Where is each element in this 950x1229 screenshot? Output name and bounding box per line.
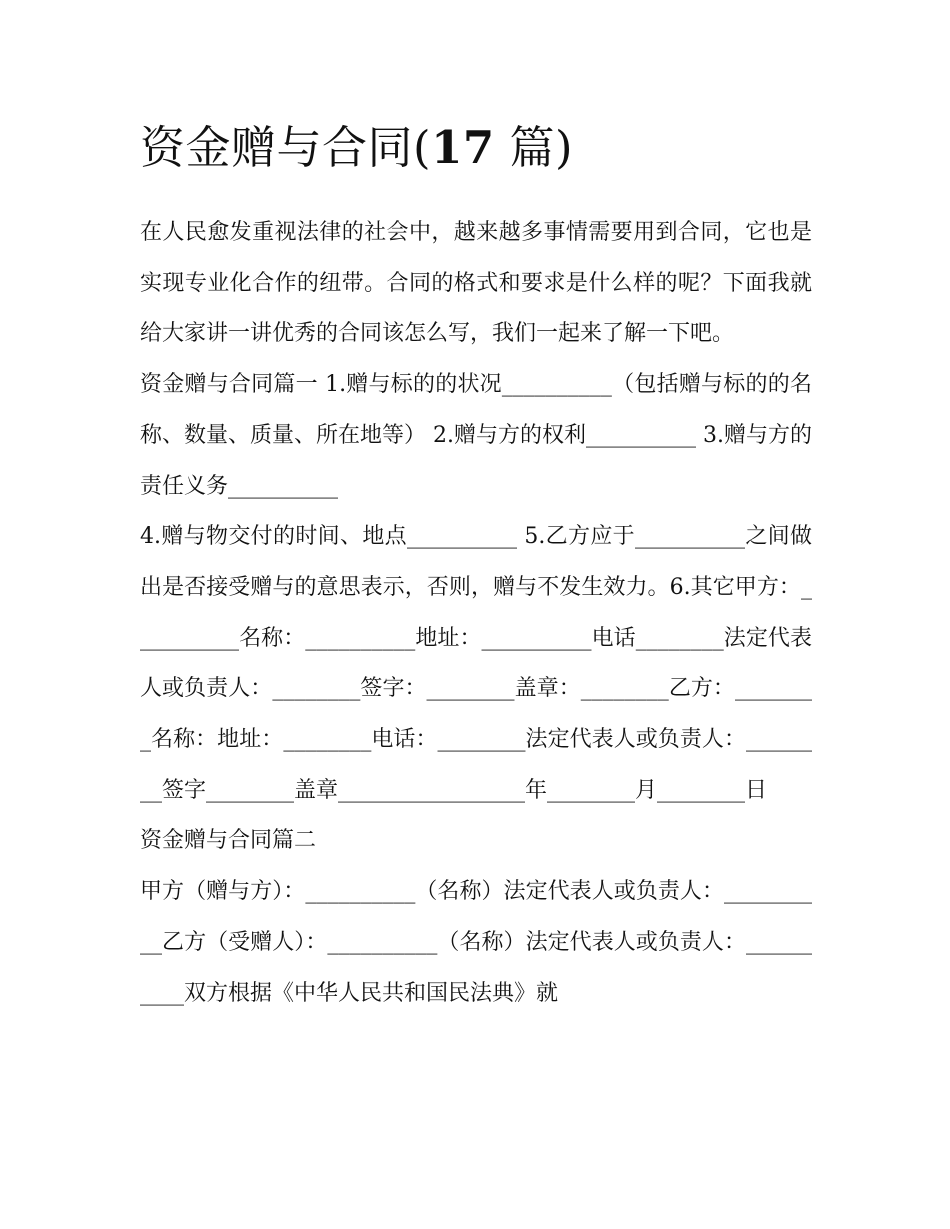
contract-two-parties: 甲方（赠与方）：__________（名称）法定代表人或负责人：__________乙方（受赠人）：__________（名称）法定代表人或负责人：__________双方根据《中华人民共和国民法典》就 bbox=[140, 879, 812, 1006]
document-title bbox=[140, 118, 812, 178]
title-tail: 篇) bbox=[494, 121, 574, 174]
title-main: 资金赠与合同( bbox=[140, 121, 432, 174]
section-heading-contract-two: 资金赠与合同篇二 bbox=[140, 828, 317, 854]
contract-one-clauses: 资金赠与合同篇一 1.赠与标的的状况__________（包括赠与标的的名称、数量、质量、所在地等） 2.赠与方的权利__________ 3.赠与方的责任义务__________ bbox=[140, 372, 812, 499]
title-count: 17 bbox=[431, 121, 495, 174]
document-body bbox=[140, 118, 812, 1019]
intro-paragraph: 在人民愈发重视法律的社会中，越来越多事情需要用到合同，它也是实现专业化合作的纽带。合同的格式和要求是什么样的呢？下面我就给大家讲一讲优秀的合同该怎么写，我们一起来了解一下吧。 bbox=[140, 220, 812, 347]
contract-one-signatures: 4.赠与物交付的时间、地点__________ 5.乙方应于__________之间做出是否接受赠与的意思表示，否则，赠与不发生效力。6.其它甲方：__________名称：__________地址：__________电话________法定代表人或负责人：________签字：________盖章：________乙方：________名称：地址：________电话：________法定代表人或负责人：________签字________盖章_________________年________月________日 bbox=[140, 524, 812, 803]
